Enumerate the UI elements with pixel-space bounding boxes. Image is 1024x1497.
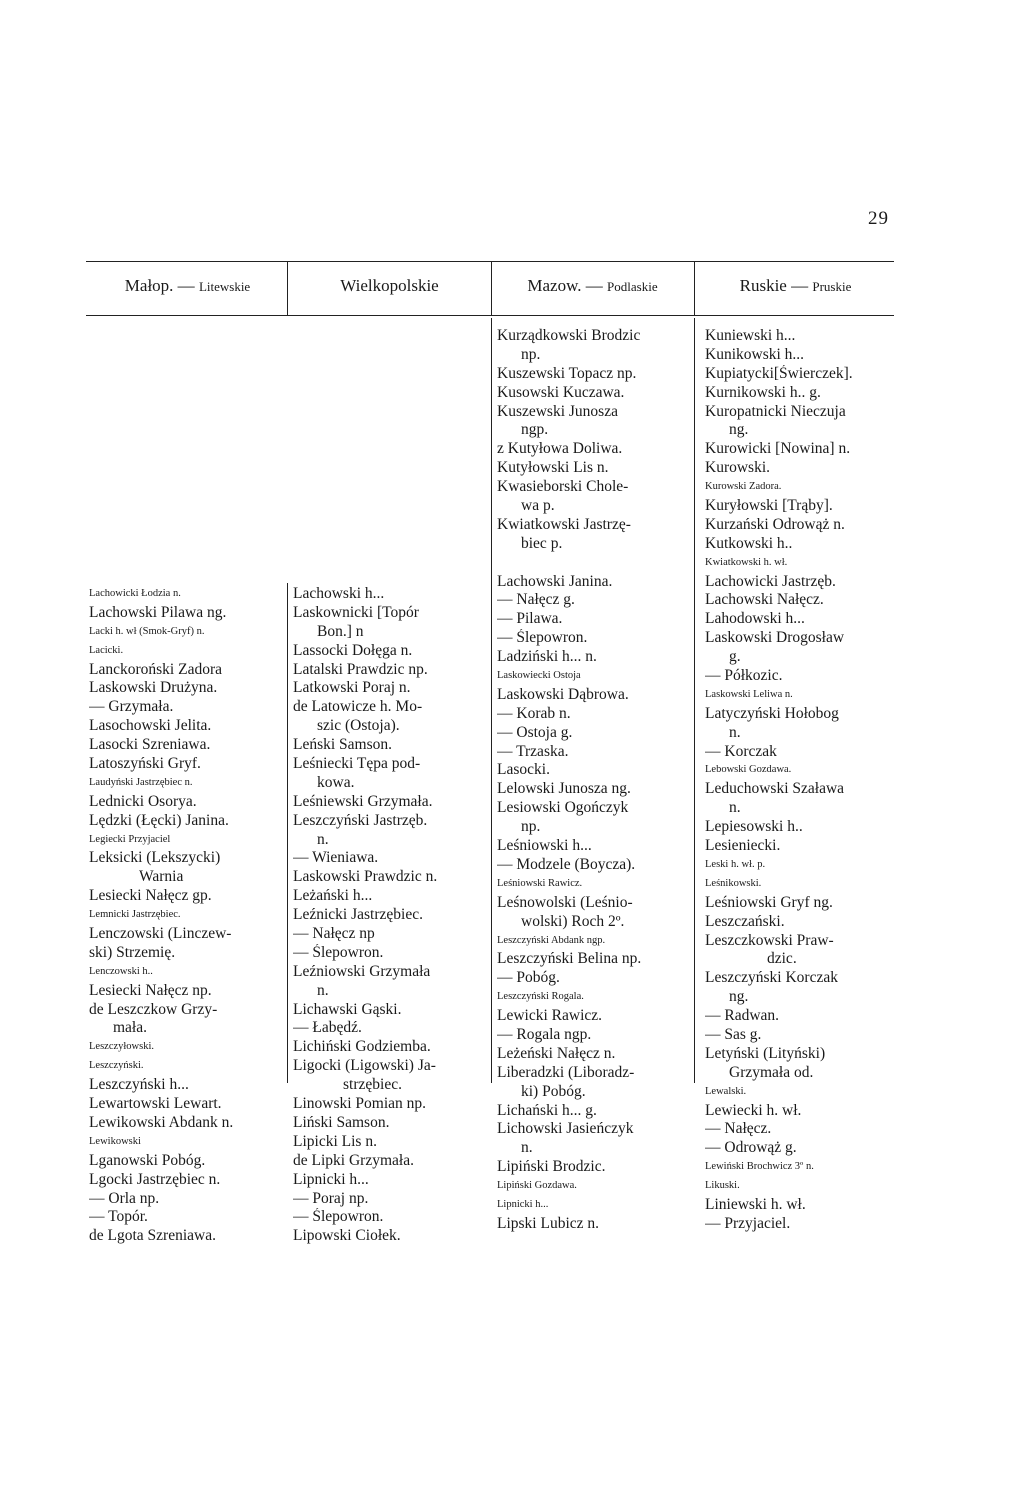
- entry-line: — Nałęcz.: [705, 1120, 772, 1138]
- entry-line: Lassocki Dołęga n.: [293, 641, 413, 659]
- entry-line: Leżeński Nałęcz n.: [497, 1044, 616, 1062]
- header-sub: Podlaskie: [607, 279, 658, 294]
- column-wielkopolskie: [293, 585, 485, 1246]
- entry-line: Kuryłowski [Trąby].: [705, 497, 833, 515]
- entry-line: Leszczkowski Praw-: [705, 931, 834, 949]
- entry-line: Leśniewski Grzymała.: [293, 792, 433, 810]
- header-main: Małop. —: [124, 276, 195, 295]
- entry-line: Lichowski Jasieńczyk: [497, 1120, 634, 1138]
- entry-line: de Lgota Szreniawa.: [89, 1227, 216, 1245]
- entry-line: Kurnikowski h.. g.: [705, 383, 821, 401]
- entry-line: Kutkowski h..: [705, 534, 793, 552]
- entry-line: — Pilawa.: [497, 610, 563, 628]
- entry-line: — Topór.: [89, 1208, 148, 1226]
- entry-line: Lachowski Janina.: [497, 572, 613, 590]
- entry-line: Kwasieborski Chole-: [497, 478, 629, 496]
- entry-line: ki) Pobóg.: [521, 1082, 586, 1100]
- entry-line: Kurzański Odrowąż n.: [705, 515, 845, 533]
- entry-line: — Nałęcz g.: [497, 591, 575, 609]
- entry-line: Leszczyński Jastrzęb.: [293, 811, 428, 829]
- header-top-rule: [86, 261, 894, 262]
- entry-line: Ligocki (Ligowski) Ja-: [293, 1057, 436, 1075]
- entry-line: Leźnicki Jastrzębiec.: [293, 906, 423, 924]
- entry-line: Liński Samson.: [293, 1113, 390, 1131]
- entry-line: Liniewski h. wł.: [705, 1195, 806, 1213]
- entry-line: Leśnikowski.: [705, 877, 762, 889]
- entry-line: np.: [521, 818, 541, 836]
- entry-line: Lesiecki Nałęcz gp.: [89, 887, 212, 905]
- header-sub: Pruskie: [812, 279, 852, 294]
- entry-line: Lichawski Gąski.: [293, 1000, 402, 1018]
- entry-line: Leski h. wł. p.: [705, 858, 766, 870]
- entry-line: ski) Strzemię.: [89, 943, 176, 961]
- column-header-wielkopolskie: [288, 276, 491, 296]
- entry-line: Leszczyński.: [89, 1060, 144, 1072]
- entry-line: Lachowski h...: [293, 585, 385, 602]
- entry-line: Lgocki Jastrzębiec n.: [89, 1170, 221, 1188]
- header-main: Wielkopolskie: [340, 276, 439, 295]
- entry-line: Leśniecki Tępa pod-: [293, 755, 421, 773]
- entry-line: Warnia: [139, 868, 184, 886]
- entry-line: Lipiński Gozdawa.: [497, 1180, 577, 1192]
- entry-line: Lasocki.: [497, 761, 550, 779]
- entry-line: Grzymała od.: [729, 1063, 814, 1081]
- entry-line: Lacicki.: [89, 644, 124, 656]
- entry-line: Lednicki Osorya.: [89, 792, 197, 810]
- entry-line: Lipnicki h...: [497, 1198, 549, 1210]
- entry-line: Kuszewski Topacz np.: [497, 364, 637, 382]
- entry-line: Lesieniecki.: [705, 837, 781, 855]
- entry-line: np.: [521, 345, 541, 363]
- entry-line: Lewalski.: [705, 1085, 747, 1097]
- entry-line: — Wieniawa.: [293, 849, 379, 867]
- entry-line: Leśniowski Gryf ng.: [705, 893, 833, 911]
- column-divider: [491, 318, 492, 1083]
- entry-line: Kupiatycki[Świerczek].: [705, 364, 853, 382]
- entry-line: Leszczyński Korczak: [705, 969, 838, 987]
- entry-line: dzic.: [767, 950, 797, 968]
- entry-line: Lelowski Junosza ng.: [497, 780, 631, 798]
- entry-line: Lachowicki Łodzia n.: [89, 588, 181, 599]
- entry-line: — Półkozic.: [705, 667, 783, 685]
- entry-line: Latoszyński Gryf.: [89, 755, 201, 773]
- entry-line: de Leszczkow Grzy-: [89, 1000, 218, 1018]
- entry-line: Kwiatkowski Jastrzę-: [497, 515, 631, 533]
- entry-line: Leśniowski h...: [497, 837, 592, 855]
- entry-line: Letyński (Lityński): [705, 1044, 826, 1062]
- entry-line: Leśnowolski (Leśnio-: [497, 893, 633, 911]
- entry-line: Lebowski Gozdawa.: [705, 764, 792, 776]
- entry-line: Lanckoroński Zadora: [89, 660, 222, 678]
- entry-line: Legiecki Przyjaciel: [89, 833, 171, 845]
- entry-line: Kunikowski h...: [705, 345, 805, 363]
- column-header-ruskie-pruskie: [694, 276, 897, 296]
- entry-line: biec p.: [521, 534, 563, 552]
- entry-line: Lacki h. wł (Smok-Gryf) n.: [89, 625, 205, 637]
- entry-line: Leszczyński Rogala.: [497, 991, 584, 1003]
- entry-line: z Kutyłowa Doliwa.: [497, 440, 623, 458]
- entry-line: Ladziński h... n.: [497, 648, 597, 666]
- entry-line: Leśniowski Rawicz.: [497, 877, 583, 889]
- entry-line: — Ślepowron.: [497, 629, 588, 647]
- entry-line: Likuski.: [705, 1180, 740, 1192]
- entry-line: n.: [317, 830, 329, 848]
- entry-line: — Rogala ngp.: [497, 1025, 592, 1043]
- entry-line: wa p.: [521, 497, 555, 515]
- entry-line: — Korab n.: [497, 704, 571, 722]
- entry-line: — Pobóg.: [497, 969, 560, 987]
- entry-line: Leszczański.: [705, 912, 785, 930]
- entry-line: Laudyński Jastrzębiec n.: [89, 776, 193, 788]
- entry-line: Lemnicki Jastrzębiec.: [89, 909, 181, 921]
- entry-line: Laskowski Drużyna.: [89, 679, 218, 697]
- entry-line: Kurządkowski Brodzic: [497, 327, 641, 344]
- entry-line: Leźniowski Grzymała: [293, 962, 431, 980]
- entry-line: Kwiatkowski h. wł.: [705, 556, 788, 568]
- header-bottom-rule: [86, 315, 894, 316]
- entry-line: Kurowicki [Nowina] n.: [705, 440, 851, 458]
- entry-line: — Orla np.: [89, 1189, 160, 1207]
- page-number: 29: [868, 208, 889, 229]
- entry-line: Lewikowski Abdank n.: [89, 1113, 234, 1131]
- entry-line: Lenczowski h..: [89, 965, 153, 977]
- entry-line: de Lipki Grzymała.: [293, 1151, 414, 1169]
- entry-line: — Ślepowron.: [293, 943, 384, 961]
- entry-line: [497, 554, 689, 573]
- header-sub: Litewskie: [198, 279, 251, 294]
- column-divider: [694, 318, 695, 1083]
- entry-line: Laskowiecki Ostoja: [497, 670, 581, 682]
- column-divider: [287, 583, 288, 1083]
- entry-line: Lasocki Szreniawa.: [89, 736, 211, 754]
- entry-line: — Odrowąż g.: [705, 1139, 797, 1157]
- entry-line: kowa.: [317, 773, 355, 791]
- entry-line: Leszczyński Abdank ngp.: [497, 934, 606, 946]
- entry-line: Leszczyłowski.: [89, 1041, 155, 1053]
- entry-line: Kurowski.: [705, 459, 771, 477]
- header-main: Ruskie —: [739, 276, 809, 295]
- entry-line: Lewiński Brochwicz 3º n.: [705, 1161, 814, 1173]
- entry-line: Lewicki Rawicz.: [497, 1007, 603, 1025]
- entry-line: Kusowski Kuczawa.: [497, 383, 625, 401]
- entry-line: Leszczyński Belina np.: [497, 950, 642, 968]
- entry-line: Bon.] n: [317, 622, 364, 640]
- column-ruskie-pruskie: [705, 327, 897, 1234]
- entry-line: mała.: [113, 1019, 147, 1037]
- entry-line: Laskowski Prawdzic n.: [293, 868, 438, 886]
- column-malopolska-litewskie: [89, 585, 281, 1246]
- entry-line: Leszczyński h...: [89, 1076, 189, 1094]
- entry-line: Lganowski Pobóg.: [89, 1151, 206, 1169]
- entry-line: Leduchowski Szaława: [705, 780, 845, 798]
- entry-line: Lesiecki Nałęcz np.: [89, 981, 212, 999]
- entry-line: Lichański h... g.: [497, 1101, 597, 1119]
- entry-line: — Przyjaciel.: [705, 1214, 791, 1232]
- entry-line: strzębiec.: [343, 1076, 402, 1094]
- entry-line: — Radwan.: [705, 1007, 780, 1025]
- entry-line: de Latowicze h. Mo-: [293, 698, 423, 716]
- entry-line: ng.: [729, 988, 749, 1006]
- entry-line: — Korczak: [705, 742, 777, 760]
- entry-line: Laskowski Dąbrowa.: [497, 685, 629, 703]
- entry-line: Lewiecki h. wł.: [705, 1101, 802, 1119]
- entry-line: Lipiński Brodzic.: [497, 1158, 606, 1176]
- entry-line: Kuniewski h...: [705, 327, 796, 344]
- entry-line: Laskowski Drogosław: [705, 629, 845, 647]
- entry-line: n.: [521, 1139, 533, 1157]
- entry-line: Lachowski Pilawa ng.: [89, 603, 227, 621]
- entry-line: Lipnicki h...: [293, 1170, 369, 1188]
- entry-line: Kutyłowski Lis n.: [497, 459, 609, 477]
- entry-line: Lewartowski Lewart.: [89, 1095, 222, 1113]
- entry-line: Lipski Lubicz n.: [497, 1214, 600, 1232]
- entry-line: ngp.: [521, 421, 549, 439]
- column-header-malopolska-litewskie: [86, 276, 289, 296]
- entry-line: szic (Ostoja).: [317, 717, 400, 735]
- entry-line: — Sas g.: [705, 1025, 762, 1043]
- entry-line: ng.: [729, 421, 749, 439]
- entry-line: — Ostoja g.: [497, 723, 573, 741]
- entry-line: n.: [729, 799, 741, 817]
- entry-line: Lachowicki Jastrzęb.: [705, 572, 836, 590]
- entry-line: Leksicki (Lekszycki): [89, 849, 221, 867]
- entry-line: Latkowski Poraj n.: [293, 679, 411, 697]
- entry-line: Kurowski Zadora.: [705, 481, 782, 493]
- entry-line: — Nałęcz np: [293, 925, 375, 943]
- entry-line: Lewikowski: [89, 1135, 141, 1147]
- entry-line: Lipicki Lis n.: [293, 1132, 377, 1150]
- entry-line: Lachowski Nałęcz.: [705, 591, 824, 609]
- entry-line: g.: [729, 648, 741, 666]
- entry-line: Lędzki (Łęcki) Janina.: [89, 811, 229, 829]
- entry-line: Lichiński Godziemba.: [293, 1038, 431, 1056]
- entry-line: Lepiesowski h..: [705, 818, 803, 836]
- entry-line: — Grzymała.: [89, 698, 174, 716]
- entry-line: Kuropatnicki Nieczuja: [705, 402, 846, 420]
- entry-line: Liberadzki (Liboradz-: [497, 1063, 635, 1081]
- entry-line: Linowski Pomian np.: [293, 1095, 427, 1113]
- entry-line: wolski) Roch 2º.: [521, 912, 625, 930]
- entry-line: — Trzaska.: [497, 742, 569, 760]
- entry-line: Lasochowski Jelita.: [89, 717, 212, 735]
- entry-line: Leżański h...: [293, 887, 373, 905]
- entry-line: Lesiowski Ogończyk: [497, 799, 629, 817]
- entry-line: Latyczyński Hołobog: [705, 704, 839, 722]
- entry-line: Laskownicki [Topór: [293, 603, 419, 621]
- entry-line: n.: [729, 723, 741, 741]
- entry-line: Lahodowski h...: [705, 610, 805, 628]
- entry-line: Laskowski Leliwa n.: [705, 688, 793, 700]
- entry-line: — Modzele (Boycza).: [497, 855, 636, 873]
- entry-line: Lenczowski (Linczew-: [89, 925, 232, 943]
- entry-line: Latalski Prawdzic np.: [293, 660, 428, 678]
- entry-line: — Ślepowron.: [293, 1208, 384, 1226]
- entry-line: Lipowski Ciołek.: [293, 1227, 401, 1245]
- header-main: Mazow. —: [527, 276, 603, 295]
- entry-line: Kuszewski Junosza: [497, 402, 618, 420]
- entry-line: — Łabędź.: [293, 1019, 362, 1037]
- entry-line: Leński Samson.: [293, 736, 393, 754]
- column-header-mazowsze-podlaskie: [491, 276, 694, 296]
- entry-line: n.: [317, 981, 329, 999]
- entry-line: — Poraj np.: [293, 1189, 369, 1207]
- column-mazowsze-podlaskie: [497, 327, 689, 1234]
